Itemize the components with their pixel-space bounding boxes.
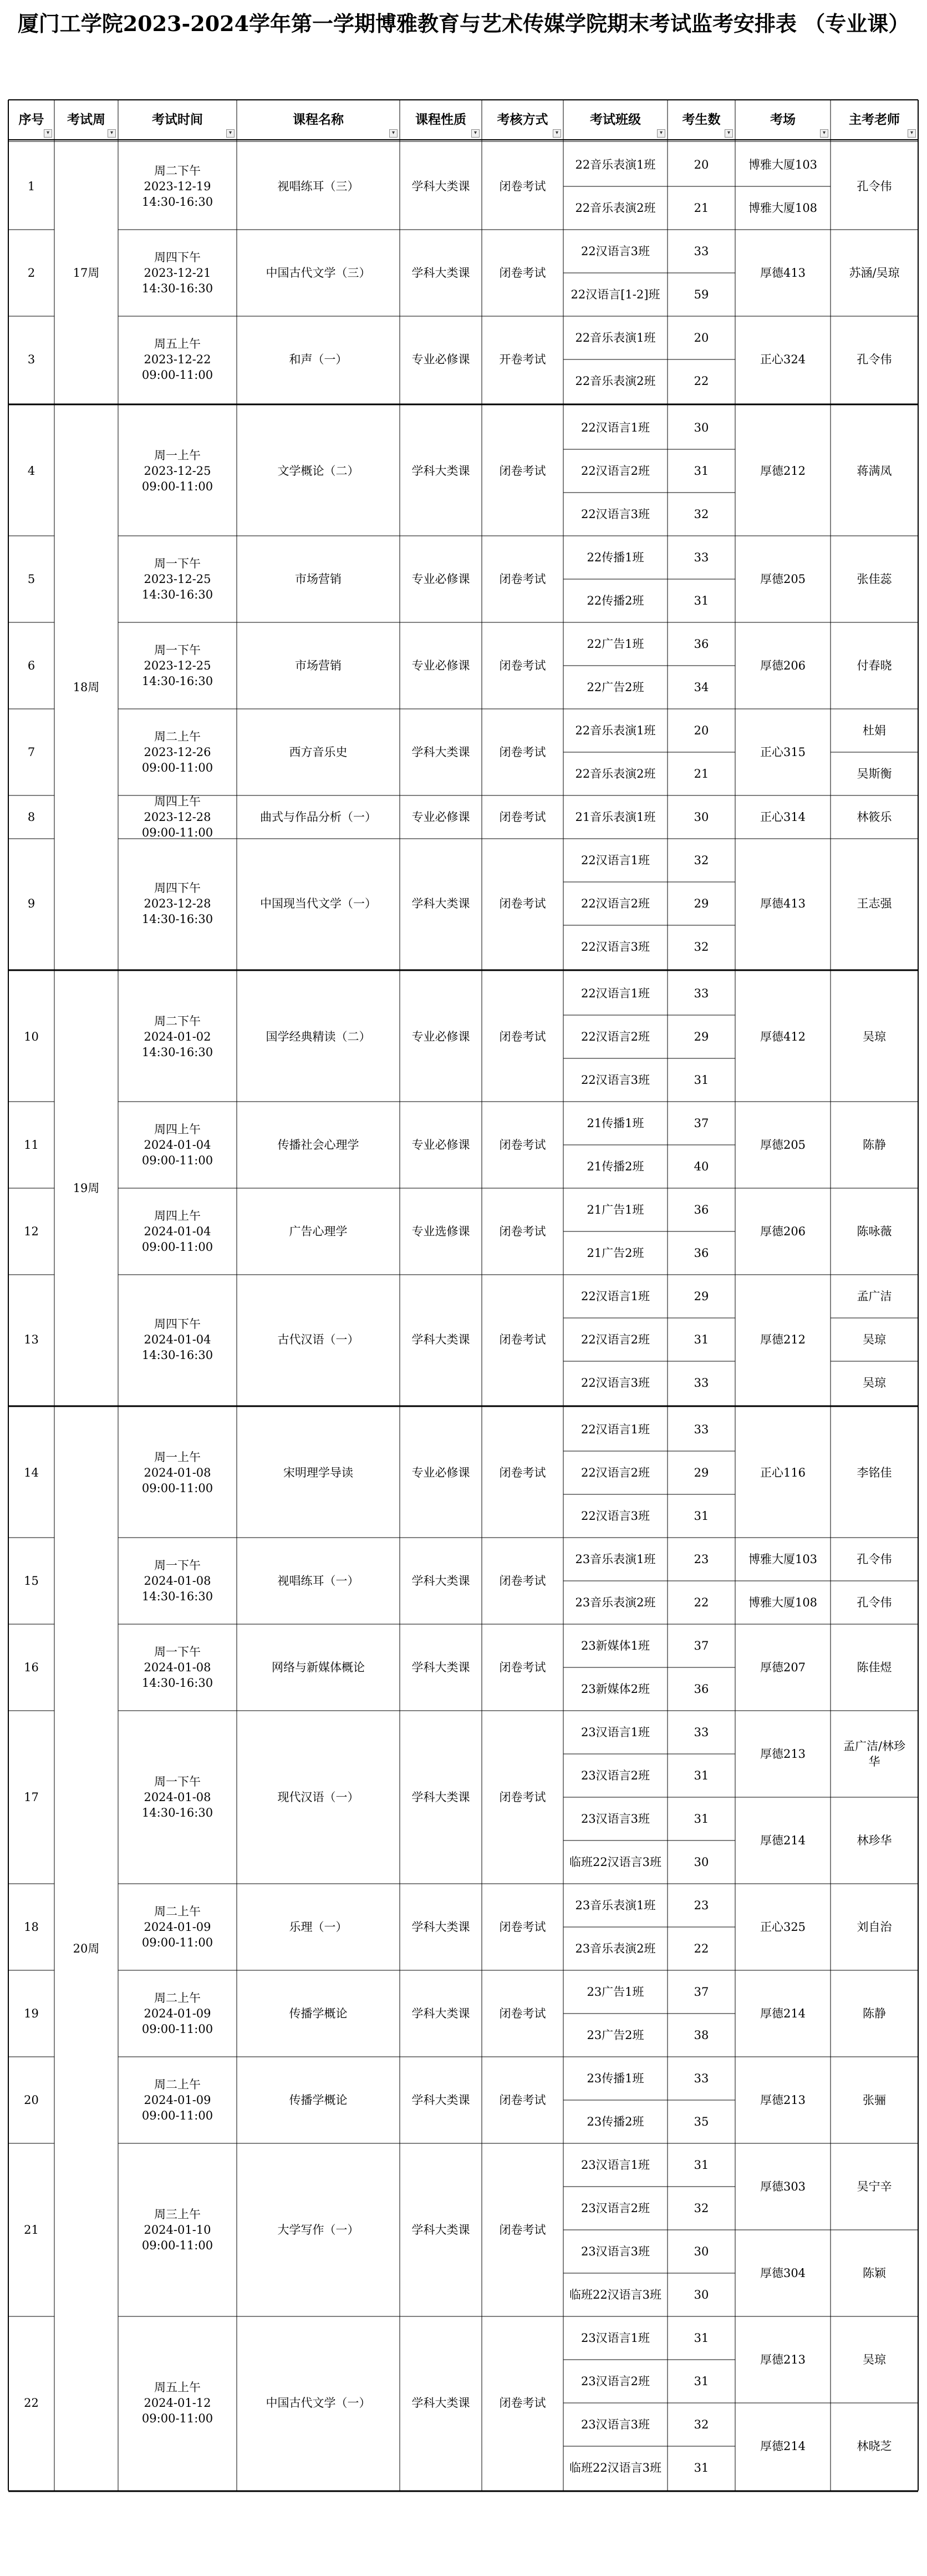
course-name: 和声（一） (289, 353, 348, 366)
exam-room: 厚德214 (760, 1834, 806, 1847)
chief-proctor: 张佳蕊 (857, 572, 892, 586)
student-count: 29 (694, 897, 709, 910)
exam-class: 23音乐表演2班 (575, 1596, 656, 1609)
row-number: 6 (27, 659, 35, 672)
exam-time: 周五上午 2024-01-12 09:00-11:00 (141, 2381, 213, 2425)
course-nature: 专业必修课 (411, 810, 470, 824)
exam-room: 厚德303 (760, 2180, 806, 2193)
exam-class: 22汉语言3班 (580, 508, 650, 521)
course-name: 视唱练耳（三） (277, 180, 359, 193)
row-number: 2 (27, 266, 35, 280)
course-nature: 专业必修课 (411, 659, 470, 672)
course-name: 文学概论（二） (277, 464, 359, 478)
course-nature: 学科大类课 (411, 746, 470, 759)
course-name: 大学写作（一） (277, 2223, 359, 2237)
student-count: 31 (694, 1812, 709, 1825)
row-number: 8 (27, 810, 35, 824)
chief-proctor: 吴琼 (863, 1376, 886, 1390)
student-count: 30 (694, 2288, 709, 2301)
exam-room: 博雅大厦108 (748, 201, 818, 215)
student-count: 31 (694, 2375, 709, 2388)
student-count: 30 (694, 1855, 709, 1869)
row-number: 16 (24, 1661, 39, 1674)
student-count: 30 (694, 2245, 709, 2258)
col-header-room: 考场 (770, 112, 796, 127)
exam-class: 22汉语言3班 (580, 940, 650, 954)
course-name: 传播社会心理学 (277, 1138, 359, 1152)
chief-proctor: 陈静 (863, 1138, 886, 1152)
exam-class: 23汉语言3班 (580, 2418, 650, 2431)
exam-class: 22汉语言3班 (580, 1073, 650, 1087)
exam-time: 周四下午 2023-12-21 14:30-16:30 (141, 251, 213, 295)
exam-week: 17周 (73, 266, 100, 280)
course-name: 中国古代文学（三） (266, 266, 371, 280)
filter-dropdown-icon[interactable]: ▾ (226, 129, 235, 138)
exam-class: 22汉语言2班 (580, 897, 650, 910)
filter-dropdown-icon[interactable]: ▾ (389, 129, 398, 138)
chief-proctor: 杜娟 (863, 724, 886, 737)
student-count: 30 (694, 810, 709, 824)
exam-time: 周三上午 2024-01-10 09:00-11:00 (141, 2208, 213, 2252)
exam-class: 23汉语言1班 (580, 2158, 650, 2172)
exam-class: 23广告2班 (587, 2029, 644, 2042)
col-header-class: 考试班级 (590, 112, 641, 127)
exam-room: 正心325 (760, 1920, 806, 1934)
student-count: 33 (694, 1726, 709, 1739)
course-name: 传播学概论 (289, 2093, 348, 2107)
exam-room: 正心315 (760, 746, 806, 759)
exam-room: 厚德413 (760, 897, 806, 910)
exam-time: 周二下午 2023-12-19 14:30-16:30 (141, 164, 213, 209)
exam-room: 厚德213 (760, 2093, 806, 2107)
exam-class: 22汉语言3班 (580, 245, 650, 258)
exam-time: 周二上午 2023-12-26 09:00-11:00 (141, 730, 213, 774)
chief-proctor: 张骊 (863, 2093, 886, 2107)
row-number: 11 (24, 1138, 39, 1152)
col-header-count: 考生数 (682, 112, 721, 127)
student-count: 31 (694, 464, 709, 478)
student-count: 30 (694, 421, 709, 434)
exam-class: 22汉语言3班 (580, 1376, 650, 1390)
page-title: 厦门工学院2023-2024学年第一学期博雅教育与艺术传媒学院期末考试监考安排表 （专业课） (17, 11, 910, 36)
student-count: 40 (694, 1160, 709, 1173)
exam-class: 23汉语言1班 (580, 1726, 650, 1739)
chief-proctor: 孔令伟 (857, 1596, 892, 1609)
row-number: 10 (24, 1030, 39, 1043)
course-name: 乐理（一） (289, 1920, 348, 1934)
course-name: 中国现当代文学（一） (260, 897, 376, 910)
exam-class: 23汉语言3班 (580, 1812, 650, 1825)
exam-time: 周一下午 2024-01-08 14:30-16:30 (141, 1645, 213, 1690)
exam-class: 22汉语言1班 (580, 1290, 650, 1303)
exam-class: 22传播2班 (587, 594, 644, 607)
exam-class: 23广告1班 (587, 1985, 644, 1999)
col-header-course: 课程名称 (293, 112, 344, 127)
student-count: 33 (694, 1423, 709, 1436)
student-count: 29 (694, 1466, 709, 1479)
exam-method: 闭卷考试 (499, 1138, 546, 1152)
exam-class: 22汉语言2班 (580, 1030, 650, 1043)
course-nature: 专业必修课 (411, 1030, 470, 1043)
chief-proctor: 吴琼 (863, 1030, 886, 1043)
filter-dropdown-icon[interactable]: ▾ (471, 129, 480, 138)
exam-class: 22汉语言1班 (580, 854, 650, 867)
exam-method: 闭卷考试 (499, 2007, 546, 2020)
course-nature: 专业必修课 (411, 572, 470, 586)
chief-proctor: 王志强 (857, 897, 892, 910)
exam-class: 23汉语言1班 (580, 2331, 650, 2345)
exam-class: 21音乐表演1班 (575, 810, 656, 824)
course-nature: 学科大类课 (411, 2007, 470, 2020)
course-nature: 学科大类课 (411, 266, 470, 280)
exam-time: 周四下午 2024-01-04 14:30-16:30 (141, 1317, 213, 1362)
student-count: 36 (694, 637, 709, 651)
chief-proctor: 吴琼 (863, 2353, 886, 2366)
exam-time: 周一上午 2024-01-08 09:00-11:00 (141, 1451, 213, 1495)
exam-room: 正心314 (760, 810, 806, 824)
student-count: 37 (694, 1117, 709, 1130)
exam-time: 周一上午 2023-12-25 09:00-11:00 (141, 449, 213, 493)
row-number: 9 (27, 897, 35, 910)
course-name: 广告心理学 (289, 1225, 348, 1238)
course-nature: 学科大类课 (411, 2396, 470, 2410)
exam-method: 闭卷考试 (499, 1333, 546, 1346)
exam-room: 厚德205 (760, 1138, 806, 1152)
exam-class: 23传播2班 (587, 2115, 644, 2128)
course-nature: 专业选修课 (411, 1225, 470, 1238)
exam-class: 22汉语言1班 (580, 1423, 650, 1436)
student-count: 32 (694, 940, 709, 954)
student-count: 59 (694, 288, 709, 301)
row-number: 3 (27, 353, 35, 366)
exam-room: 厚德212 (760, 464, 806, 478)
exam-class: 21传播1班 (587, 1117, 644, 1130)
exam-class: 22音乐表演1班 (575, 724, 656, 737)
student-count: 32 (694, 508, 709, 521)
course-nature: 专业必修课 (411, 1466, 470, 1479)
exam-class: 23汉语言2班 (580, 2202, 650, 2215)
row-number: 15 (24, 1574, 39, 1588)
exam-time: 周二上午 2024-01-09 09:00-11:00 (141, 1991, 213, 2036)
course-name: 古代汉语（一） (277, 1333, 359, 1346)
course-nature: 学科大类课 (411, 464, 470, 478)
row-number: 17 (24, 1791, 39, 1804)
chief-proctor: 林筱乐 (857, 810, 892, 824)
exam-class: 23汉语言2班 (580, 1769, 650, 1782)
row-number: 22 (24, 2396, 39, 2410)
exam-room: 厚德205 (760, 572, 806, 586)
course-nature: 学科大类课 (411, 2093, 470, 2107)
exam-class: 23新媒体2班 (580, 1682, 650, 1696)
exam-time: 周一下午 2023-12-25 14:30-16:30 (141, 643, 213, 688)
course-name: 现代汉语（一） (277, 1791, 359, 1804)
chief-proctor: 刘自治 (857, 1920, 892, 1934)
exam-time: 周四下午 2023-12-28 14:30-16:30 (141, 881, 213, 926)
exam-room: 厚德213 (760, 1747, 806, 1761)
student-count: 36 (694, 1203, 709, 1216)
exam-class: 23新媒体1班 (580, 1639, 650, 1652)
course-nature: 学科大类课 (411, 1661, 470, 1674)
exam-room: 厚德212 (760, 1333, 806, 1346)
row-number: 18 (24, 1920, 39, 1934)
exam-method: 闭卷考试 (499, 572, 546, 586)
exam-class: 临班22汉语言3班 (569, 2288, 662, 2301)
exam-room: 厚德206 (760, 1225, 806, 1238)
col-header-time: 考试时间 (152, 112, 203, 127)
row-number: 4 (27, 464, 35, 478)
col-header-method: 考核方式 (497, 112, 548, 127)
exam-time: 周二上午 2024-01-09 09:00-11:00 (141, 2078, 213, 2122)
chief-proctor: 付春晓 (857, 659, 892, 672)
course-name: 网络与新媒体概论 (272, 1661, 365, 1674)
exam-class: 22汉语言2班 (580, 1333, 650, 1346)
course-name: 西方音乐史 (289, 746, 348, 759)
exam-class: 22音乐表演1班 (575, 331, 656, 344)
exam-class: 22广告2班 (587, 681, 644, 694)
exam-time: 周五上午 2023-12-22 09:00-11:00 (141, 337, 213, 382)
filter-dropdown-icon[interactable]: ▾ (44, 129, 52, 138)
exam-room: 厚德213 (760, 2353, 806, 2366)
exam-class: 22音乐表演2班 (575, 201, 656, 215)
exam-method: 闭卷考试 (499, 1466, 546, 1479)
student-count: 20 (694, 724, 709, 737)
student-count: 35 (694, 2115, 709, 2128)
chief-proctor: 孟广洁 (857, 1290, 892, 1303)
exam-room: 厚德412 (760, 1030, 806, 1043)
exam-class: 23音乐表演2班 (575, 1942, 656, 1955)
exam-class: 22音乐表演2班 (575, 767, 656, 780)
exam-time: 周四上午 2024-01-04 09:00-11:00 (141, 1123, 213, 1167)
course-nature: 学科大类课 (411, 1333, 470, 1346)
chief-proctor: 李铭佳 (857, 1466, 892, 1479)
col-header-week: 考试周 (67, 112, 105, 127)
row-number: 1 (27, 180, 35, 193)
chief-proctor: 孟广洁/林珍 华 (843, 1740, 906, 1768)
student-count: 31 (694, 2331, 709, 2345)
exam-time: 周二下午 2024-01-02 14:30-16:30 (141, 1015, 213, 1059)
exam-room: 厚德304 (760, 2266, 806, 2280)
chief-proctor: 蒋满凤 (857, 464, 892, 478)
student-count: 31 (694, 1509, 709, 1523)
student-count: 29 (694, 1030, 709, 1043)
exam-room: 正心116 (760, 1466, 806, 1479)
chief-proctor: 吴宁辛 (857, 2180, 892, 2193)
student-count: 22 (694, 374, 709, 388)
exam-class: 22汉语言1班 (580, 421, 650, 434)
exam-method: 闭卷考试 (499, 746, 546, 759)
exam-method: 闭卷考试 (499, 659, 546, 672)
chief-proctor: 吴斯衡 (857, 767, 892, 780)
chief-proctor: 孔令伟 (857, 180, 892, 193)
row-number: 12 (24, 1225, 39, 1238)
course-name: 宋明理学导读 (283, 1466, 353, 1479)
exam-class: 22音乐表演2班 (575, 374, 656, 388)
filter-dropdown-icon[interactable]: ▾ (908, 129, 916, 138)
course-nature: 专业必修课 (411, 353, 470, 366)
exam-time: 周一下午 2024-01-08 14:30-16:30 (141, 1775, 213, 1819)
student-count: 38 (694, 2029, 709, 2042)
student-count: 21 (694, 201, 709, 215)
exam-method: 闭卷考试 (499, 1574, 546, 1588)
exam-room: 厚德214 (760, 2007, 806, 2020)
student-count: 37 (694, 1639, 709, 1652)
course-name: 曲式与作品分析（一） (260, 810, 376, 824)
student-count: 20 (694, 158, 709, 171)
exam-method: 闭卷考试 (499, 2396, 546, 2410)
chief-proctor: 陈静 (863, 2007, 886, 2020)
exam-method: 闭卷考试 (499, 1661, 546, 1674)
student-count: 22 (694, 1596, 709, 1609)
exam-method: 闭卷考试 (499, 1030, 546, 1043)
course-name: 市场营销 (295, 572, 342, 586)
student-count: 31 (694, 2461, 709, 2474)
chief-proctor: 吴琼 (863, 1333, 886, 1346)
exam-room: 博雅大厦108 (748, 1596, 818, 1609)
student-count: 23 (694, 1553, 709, 1566)
exam-room: 厚德413 (760, 266, 806, 280)
exam-time: 周四上午 2024-01-04 09:00-11:00 (141, 1209, 213, 1254)
row-number: 14 (24, 1466, 39, 1479)
exam-class: 23音乐表演1班 (575, 1899, 656, 1912)
exam-week: 18周 (73, 681, 100, 694)
exam-class: 23汉语言2班 (580, 2375, 650, 2388)
course-nature: 学科大类课 (411, 180, 470, 193)
student-count: 33 (694, 2072, 709, 2085)
row-number: 13 (24, 1333, 39, 1346)
chief-proctor: 陈佳煜 (857, 1661, 892, 1674)
exam-method: 闭卷考试 (499, 1920, 546, 1934)
row-number: 20 (24, 2093, 39, 2107)
exam-time: 周二上午 2024-01-09 09:00-11:00 (141, 1905, 213, 1949)
exam-room: 正心324 (760, 353, 806, 366)
exam-room: 厚德214 (760, 2440, 806, 2453)
exam-method: 闭卷考试 (499, 2223, 546, 2237)
exam-method: 开卷考试 (499, 353, 546, 366)
exam-class: 临班22汉语言3班 (569, 2461, 662, 2474)
student-count: 31 (694, 1073, 709, 1087)
chief-proctor: 陈咏薇 (857, 1225, 892, 1238)
filter-dropdown-icon[interactable]: ▾ (725, 129, 733, 138)
chief-proctor: 林珍华 (857, 1834, 892, 1847)
student-count: 36 (694, 1246, 709, 1260)
student-count: 32 (694, 2202, 709, 2215)
course-nature: 专业必修课 (411, 1138, 470, 1152)
student-count: 31 (694, 1333, 709, 1346)
exam-class: 临班22汉语言3班 (569, 1855, 662, 1869)
exam-room: 博雅大厦103 (748, 158, 818, 171)
exam-method: 闭卷考试 (499, 1791, 546, 1804)
student-count: 31 (694, 594, 709, 607)
filter-dropdown-icon[interactable]: ▾ (108, 129, 116, 138)
exam-class: 22汉语言[1-2]班 (571, 288, 660, 301)
exam-time: 周一下午 2024-01-08 14:30-16:30 (141, 1559, 213, 1603)
row-number: 21 (24, 2223, 39, 2237)
student-count: 22 (694, 1942, 709, 1955)
exam-method: 闭卷考试 (499, 464, 546, 478)
exam-room: 博雅大厦103 (748, 1553, 818, 1566)
student-count: 32 (694, 854, 709, 867)
exam-class: 23传播1班 (587, 2072, 644, 2085)
exam-week: 19周 (73, 1181, 100, 1195)
exam-class: 22传播1班 (587, 551, 644, 564)
exam-class: 22广告1班 (587, 637, 644, 651)
chief-proctor: 孔令伟 (857, 353, 892, 366)
course-nature: 学科大类课 (411, 1920, 470, 1934)
student-count: 31 (694, 2158, 709, 2172)
student-count: 31 (694, 1769, 709, 1782)
student-count: 32 (694, 2418, 709, 2431)
student-count: 29 (694, 1290, 709, 1303)
course-name: 视唱练耳（一） (277, 1574, 359, 1588)
chief-proctor: 孔令伟 (857, 1553, 892, 1566)
student-count: 33 (694, 245, 709, 258)
exam-class: 21广告1班 (587, 1203, 644, 1216)
exam-class: 22汉语言2班 (580, 1466, 650, 1479)
exam-class: 23音乐表演1班 (575, 1553, 656, 1566)
row-number: 7 (27, 746, 35, 759)
col-header-nature: 课程性质 (415, 112, 466, 127)
student-count: 33 (694, 551, 709, 564)
exam-method: 闭卷考试 (499, 1225, 546, 1238)
exam-class: 22汉语言2班 (580, 464, 650, 478)
course-name: 市场营销 (295, 659, 342, 672)
filter-dropdown-icon[interactable]: ▾ (657, 129, 665, 138)
filter-dropdown-icon[interactable]: ▾ (553, 129, 561, 138)
exam-method: 闭卷考试 (499, 266, 546, 280)
student-count: 33 (694, 1376, 709, 1390)
course-name: 传播学概论 (289, 2007, 348, 2020)
exam-class: 22汉语言1班 (580, 987, 650, 1000)
col-header-teacher: 主考老师 (849, 112, 900, 127)
chief-proctor: 林晓芝 (857, 2440, 892, 2453)
student-count: 23 (694, 1899, 709, 1912)
student-count: 36 (694, 1682, 709, 1696)
exam-week: 20周 (73, 1942, 100, 1955)
course-nature: 学科大类课 (411, 1574, 470, 1588)
exam-time: 周四上午 2023-12-28 09:00-11:00 (141, 795, 213, 839)
course-nature: 学科大类课 (411, 1791, 470, 1804)
student-count: 37 (694, 1985, 709, 1999)
row-number: 5 (27, 572, 35, 586)
exam-time: 周一下午 2023-12-25 14:30-16:30 (141, 557, 213, 601)
exam-method: 闭卷考试 (499, 810, 546, 824)
row-number: 19 (24, 2007, 39, 2020)
student-count: 21 (694, 767, 709, 780)
course-nature: 学科大类课 (411, 2223, 470, 2237)
chief-proctor: 陈颖 (863, 2266, 886, 2280)
exam-class: 23汉语言3班 (580, 2245, 650, 2258)
exam-method: 闭卷考试 (499, 180, 546, 193)
exam-method: 闭卷考试 (499, 2093, 546, 2107)
exam-room: 厚德206 (760, 659, 806, 672)
exam-class: 22汉语言3班 (580, 1509, 650, 1523)
filter-dropdown-icon[interactable]: ▾ (820, 129, 828, 138)
course-name: 国学经典精读（二） (266, 1030, 371, 1043)
exam-room: 厚德207 (760, 1661, 806, 1674)
exam-class: 21传播2班 (587, 1160, 644, 1173)
course-name: 中国古代文学（一） (266, 2396, 371, 2410)
student-count: 33 (694, 987, 709, 1000)
exam-class: 22音乐表演1班 (575, 158, 656, 171)
col-header-no: 序号 (18, 112, 44, 127)
exam-method: 闭卷考试 (499, 897, 546, 910)
exam-class: 21广告2班 (587, 1246, 644, 1260)
chief-proctor: 苏涵/吴琼 (849, 266, 900, 280)
course-nature: 学科大类课 (411, 897, 470, 910)
student-count: 34 (694, 681, 709, 694)
student-count: 20 (694, 331, 709, 344)
